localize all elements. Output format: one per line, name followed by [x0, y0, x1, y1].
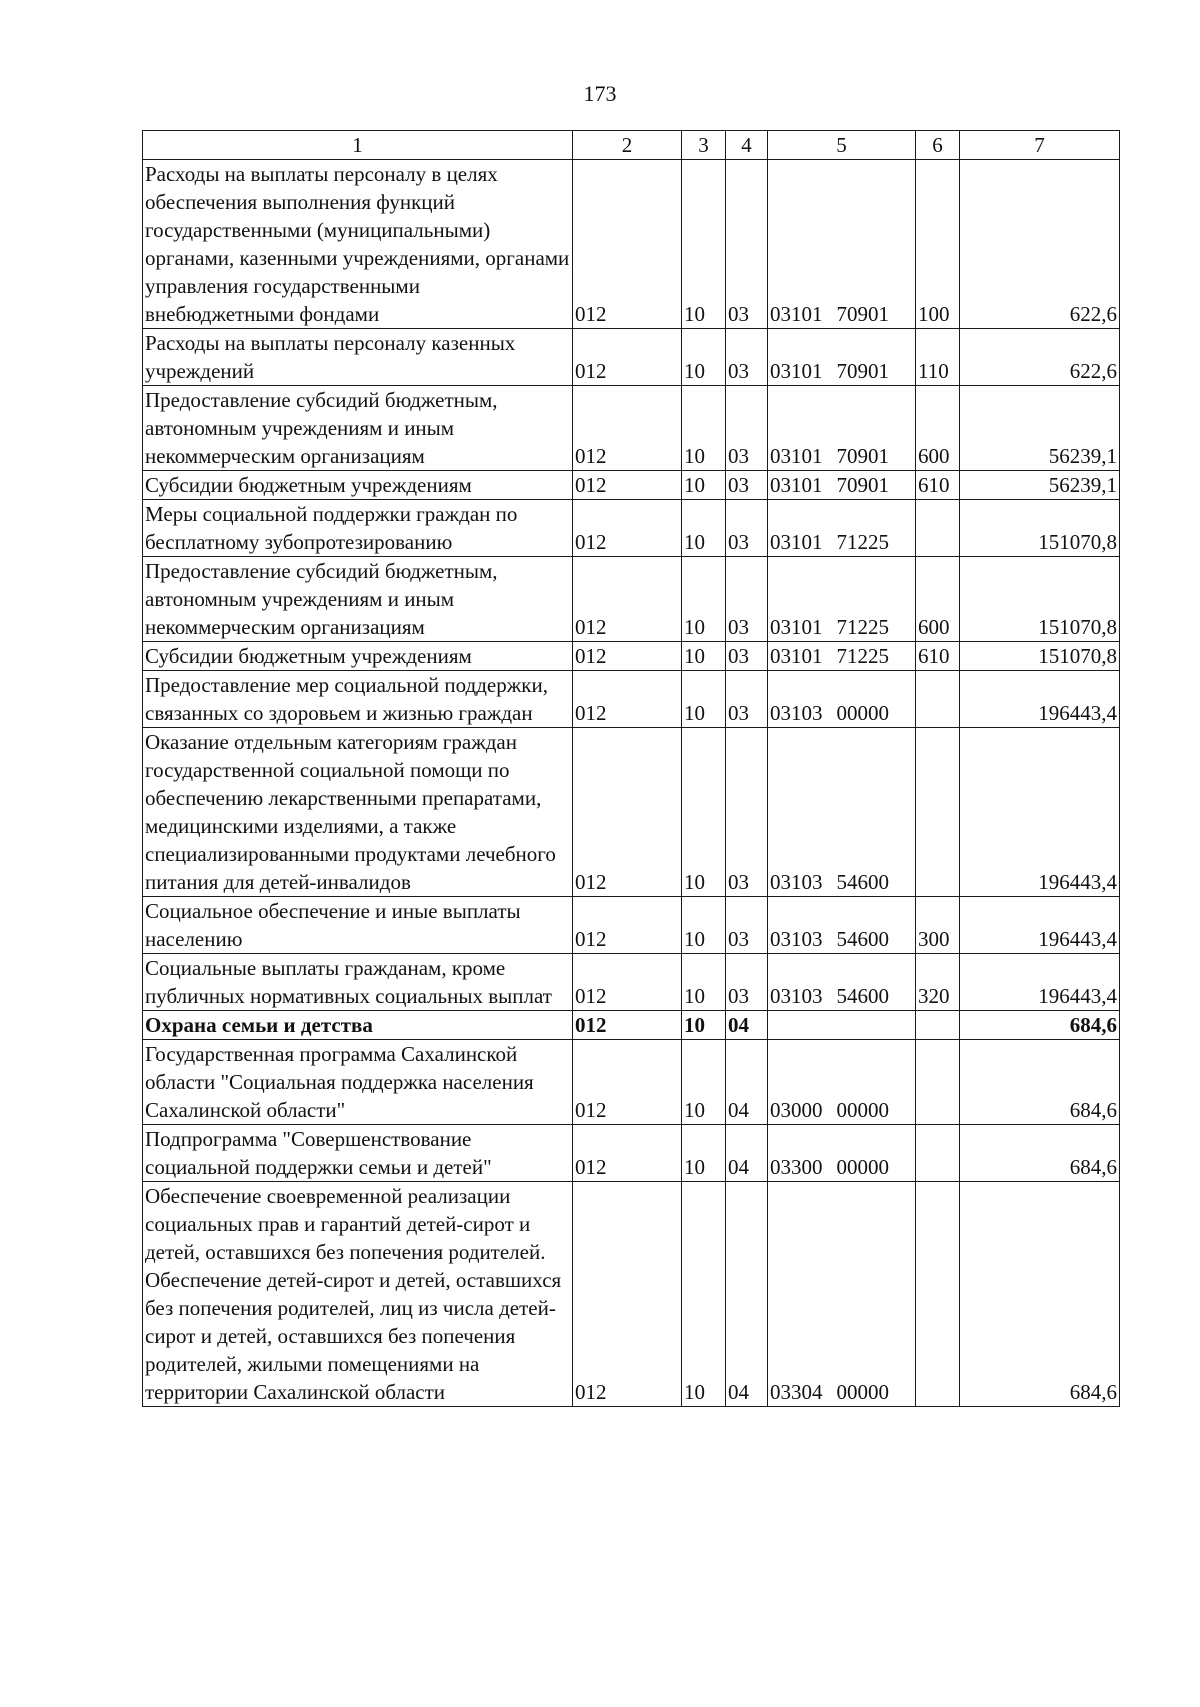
expense-type-code: 600: [916, 386, 960, 471]
column-header: 1: [143, 131, 573, 160]
section-code: 10: [682, 386, 726, 471]
subsection-code: 04: [726, 1040, 768, 1125]
table-row: [143, 329, 1120, 386]
subsection-code: 03: [726, 671, 768, 728]
program-code: 03101: [770, 359, 823, 383]
subsection-code: 03: [726, 642, 768, 671]
item-name: Меры социальной поддержки граждан по бесплатному зубопротезированию: [143, 500, 573, 557]
target-article-code: [768, 160, 916, 329]
item-name: Подпрограмма "Совершенствование социальной поддержки семьи и детей": [143, 1125, 573, 1182]
table-row: [143, 1040, 1120, 1125]
table-row: [143, 500, 1120, 557]
program-code: 03103: [770, 870, 823, 894]
budget-table: [142, 130, 1120, 1407]
target-article-code: [768, 557, 916, 642]
target-article-code: [768, 897, 916, 954]
item-name: Субсидии бюджетным учреждениям: [143, 642, 573, 671]
ministry-code: 012: [573, 1040, 682, 1125]
table-row: [143, 1182, 1120, 1407]
section-code: 10: [682, 160, 726, 329]
section-code: 10: [682, 1182, 726, 1407]
ministry-code: 012: [573, 1125, 682, 1182]
item-name: Предоставление мер социальной поддержки, связанных со здоровьем и жизнью граждан: [143, 671, 573, 728]
expense-type-code: [916, 1011, 960, 1040]
table-row: [143, 471, 1120, 500]
amount-value: 151070,8: [960, 557, 1120, 642]
ministry-code: 012: [573, 1182, 682, 1407]
column-header: 3: [682, 131, 726, 160]
expense-type-code: 300: [916, 897, 960, 954]
ministry-code: 012: [573, 728, 682, 897]
section-code: 10: [682, 728, 726, 897]
section-code: 10: [682, 557, 726, 642]
amount-value: 196443,4: [960, 954, 1120, 1011]
target-article-code: [768, 1040, 916, 1125]
direction-code: 54600: [836, 984, 889, 1008]
program-code: 03000: [770, 1098, 823, 1122]
target-article-code: [768, 329, 916, 386]
section-code: 10: [682, 500, 726, 557]
program-code: 03101: [770, 302, 823, 326]
expense-type-code: [916, 1182, 960, 1407]
section-code: 10: [682, 1040, 726, 1125]
target-article-code: [768, 1125, 916, 1182]
program-code: 03103: [770, 701, 823, 725]
amount-value: 196443,4: [960, 728, 1120, 897]
amount-value: 151070,8: [960, 642, 1120, 671]
section-code: 10: [682, 954, 726, 1011]
target-article-code: [768, 728, 916, 897]
ministry-code: 012: [573, 329, 682, 386]
expense-type-code: [916, 671, 960, 728]
subsection-code: 03: [726, 386, 768, 471]
expense-type-code: 610: [916, 471, 960, 500]
column-header: 7: [960, 131, 1120, 160]
ministry-code: 012: [573, 954, 682, 1011]
direction-code: 70901: [836, 302, 889, 326]
table-row: [143, 557, 1120, 642]
direction-code: 71225: [836, 615, 889, 639]
item-name: Предоставление субсидий бюджетным, автономным учреждениям и иным некоммерческим организациям: [143, 386, 573, 471]
table-row: [143, 897, 1120, 954]
item-name: Обеспечение своевременной реализации социальных прав и гарантий детей-сирот и детей, оставшихся без попечения родителей. Обеспечение детей-сирот и детей, оставшихся без попечения родителей, лиц из числа детей-сирот и детей, оставшихся без попечения родителей, жилыми помещениями на территории Сахалинской области: [143, 1182, 573, 1407]
program-code: 03103: [770, 927, 823, 951]
expense-type-code: 600: [916, 557, 960, 642]
ministry-code: 012: [573, 160, 682, 329]
expense-type-code: 110: [916, 329, 960, 386]
subsection-code: 03: [726, 500, 768, 557]
table-row: [143, 1125, 1120, 1182]
column-header: 5: [768, 131, 916, 160]
target-article-code: [768, 1182, 916, 1407]
table-row: [143, 728, 1120, 897]
subsection-code: 03: [726, 160, 768, 329]
section-code: 10: [682, 1125, 726, 1182]
item-name: Охрана семьи и детства: [143, 1011, 573, 1040]
program-code: 03300: [770, 1155, 823, 1179]
ministry-code: 012: [573, 1011, 682, 1040]
subsection-code: 03: [726, 471, 768, 500]
program-code: 03101: [770, 530, 823, 554]
program-code: 03304: [770, 1380, 823, 1404]
direction-code: 00000: [836, 1380, 889, 1404]
amount-value: 622,6: [960, 329, 1120, 386]
amount-value: 684,6: [960, 1040, 1120, 1125]
ministry-code: 012: [573, 897, 682, 954]
ministry-code: 012: [573, 642, 682, 671]
section-code: 10: [682, 671, 726, 728]
subsection-code: 04: [726, 1182, 768, 1407]
page-number: 173: [583, 81, 617, 106]
direction-code: 70901: [836, 473, 889, 497]
target-article-code: [768, 386, 916, 471]
amount-value: 196443,4: [960, 897, 1120, 954]
target-article-code: [768, 671, 916, 728]
amount-value: 684,6: [960, 1182, 1120, 1407]
amount-value: 684,6: [960, 1125, 1120, 1182]
direction-code: 00000: [836, 1098, 889, 1122]
table-body: [143, 160, 1120, 1407]
target-article-code: [768, 1011, 916, 1040]
program-code: 03101: [770, 644, 823, 668]
ministry-code: 012: [573, 557, 682, 642]
direction-code: 54600: [836, 927, 889, 951]
expense-type-code: 610: [916, 642, 960, 671]
amount-value: 684,6: [960, 1011, 1120, 1040]
expense-type-code: [916, 728, 960, 897]
amount-value: 151070,8: [960, 500, 1120, 557]
column-header: 6: [916, 131, 960, 160]
ministry-code: 012: [573, 386, 682, 471]
table-row: [143, 671, 1120, 728]
expense-type-code: [916, 1125, 960, 1182]
section-code: 10: [682, 329, 726, 386]
expense-type-code: 100: [916, 160, 960, 329]
program-code: 03101: [770, 615, 823, 639]
ministry-code: 012: [573, 471, 682, 500]
target-article-code: [768, 471, 916, 500]
program-code: 03101: [770, 444, 823, 468]
ministry-code: 012: [573, 671, 682, 728]
direction-code: 00000: [836, 701, 889, 725]
direction-code: 70901: [836, 444, 889, 468]
item-name: Социальные выплаты гражданам, кроме публичных нормативных социальных выплат: [143, 954, 573, 1011]
target-article-code: [768, 500, 916, 557]
amount-value: 56239,1: [960, 386, 1120, 471]
item-name: Социальное обеспечение и иные выплаты населению: [143, 897, 573, 954]
amount-value: 56239,1: [960, 471, 1120, 500]
direction-code: 54600: [836, 870, 889, 894]
amount-value: 622,6: [960, 160, 1120, 329]
column-header: 2: [573, 131, 682, 160]
subsection-code: 03: [726, 897, 768, 954]
target-article-code: [768, 954, 916, 1011]
header-row: [143, 131, 1120, 160]
expense-type-code: [916, 500, 960, 557]
target-article-code: [768, 642, 916, 671]
section-code: 10: [682, 1011, 726, 1040]
direction-code: 71225: [836, 644, 889, 668]
table-row: [143, 386, 1120, 471]
subsection-code: 03: [726, 557, 768, 642]
direction-code: 00000: [836, 1155, 889, 1179]
section-code: 10: [682, 642, 726, 671]
subsection-code: 03: [726, 954, 768, 1011]
table-row: [143, 1011, 1120, 1040]
item-name: Расходы на выплаты персоналу казенных учреждений: [143, 329, 573, 386]
subsection-code: 04: [726, 1125, 768, 1182]
section-code: 10: [682, 897, 726, 954]
table-row: [143, 160, 1120, 329]
column-header: 4: [726, 131, 768, 160]
section-code: 10: [682, 471, 726, 500]
subsection-code: 04: [726, 1011, 768, 1040]
table-row: [143, 642, 1120, 671]
expense-type-code: [916, 1040, 960, 1125]
item-name: Расходы на выплаты персоналу в целях обеспечения выполнения функций государственными (муниципальными) органами, казенными учреждениями, органами управления государственными внебюджетными фондами: [143, 160, 573, 329]
program-code: 03103: [770, 984, 823, 1008]
direction-code: 71225: [836, 530, 889, 554]
expense-type-code: 320: [916, 954, 960, 1011]
subsection-code: 03: [726, 329, 768, 386]
ministry-code: 012: [573, 500, 682, 557]
item-name: Субсидии бюджетным учреждениям: [143, 471, 573, 500]
direction-code: 70901: [836, 359, 889, 383]
amount-value: 196443,4: [960, 671, 1120, 728]
table-header: [143, 131, 1120, 160]
item-name: Государственная программа Сахалинской области "Социальная поддержка населения Сахалинской области": [143, 1040, 573, 1125]
item-name: Оказание отдельным категориям граждан государственной социальной помощи по обеспечению лекарственными препаратами, медицинскими изделиями, а также специализированными продуктами лечебного питания для детей-инвалидов: [143, 728, 573, 897]
item-name: Предоставление субсидий бюджетным, автономным учреждениям и иным некоммерческим организациям: [143, 557, 573, 642]
subsection-code: 03: [726, 728, 768, 897]
table-row: [143, 954, 1120, 1011]
program-code: 03101: [770, 473, 823, 497]
